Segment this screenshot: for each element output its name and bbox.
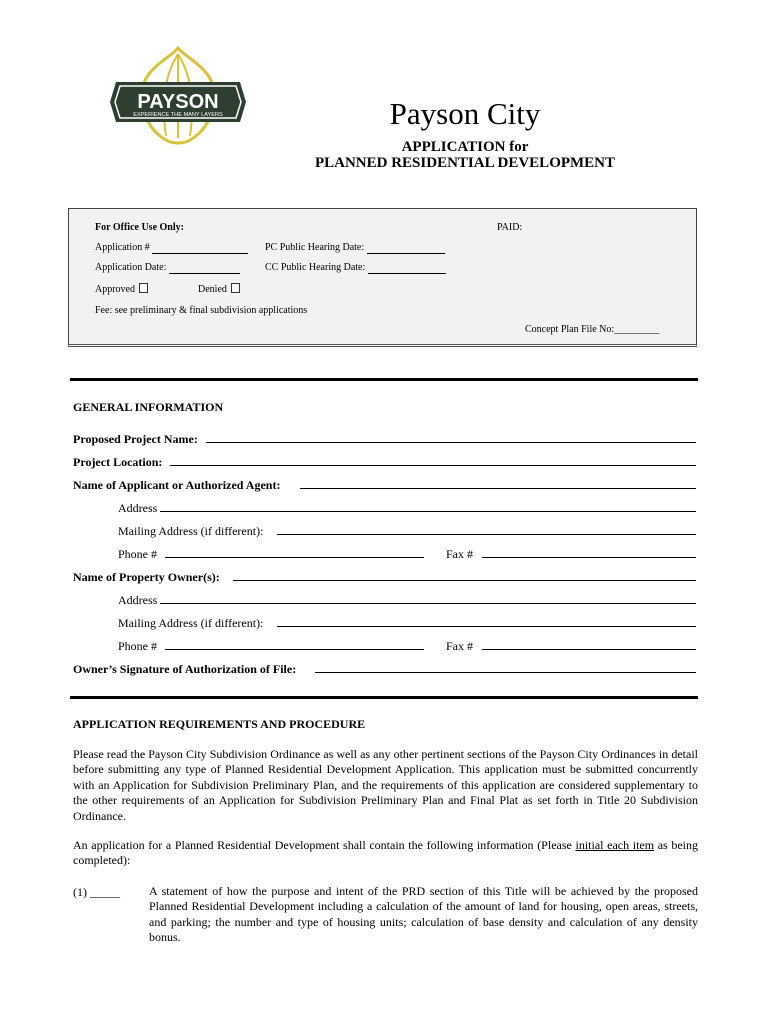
office-heading: For Office Use Only: <box>95 222 184 233</box>
applicant-phone-input[interactable] <box>165 557 424 558</box>
applicant-input[interactable] <box>300 488 696 489</box>
paid-label: PAID: <box>497 222 523 233</box>
checkbox-icon <box>139 283 148 293</box>
owner-mailing-label: Mailing Address (if different): <box>118 616 264 630</box>
owner-fax-label: Fax # <box>446 639 473 653</box>
item-1-text: A statement of how the purpose and intent of the PRD section of this Title will be achieved by the proposed Planned Residential Development including a calculation of the amount of land for housing, open areas, streets, and parking; the number and type of housing units; calculation of base density and calculation of any density bonus. <box>149 884 698 945</box>
page-title: Payson City <box>389 96 541 131</box>
initial-instruction: An application for a Planned Residential Development shall contain the following information (Please initial each item as being completed): <box>73 838 698 868</box>
owner-phone-label: Phone # <box>118 639 157 653</box>
subtitle-line1: APPLICATION for <box>401 139 529 155</box>
applicant-phone-label: Phone # <box>118 547 157 561</box>
applicant-label: Name of Applicant or Authorized Agent: <box>73 478 281 492</box>
applicant-fax-input[interactable] <box>482 557 696 558</box>
owner-address-label: Address <box>118 593 158 607</box>
owner-input[interactable] <box>233 580 696 581</box>
project-location-input[interactable] <box>170 465 696 466</box>
pc-hearing-date-field[interactable]: PC Public Hearing Date: <box>265 241 445 254</box>
approved-checkbox[interactable]: Approved <box>95 283 148 296</box>
application-date-field[interactable]: Application Date: <box>95 261 240 274</box>
subtitle-line2: PLANNED RESIDENTIAL DEVELOPMENT <box>314 155 616 171</box>
denied-checkbox[interactable]: Denied <box>198 283 240 296</box>
project-name-label: Proposed Project Name: <box>73 432 198 446</box>
requirements-paragraph: Please read the Payson City Subdivision Ordinance as well as any other pertinent sections of the Payson City Ordinances in detail before submitting any type of Planned Residential Development Application. This application must be submitted concurrently with an Application for Subdivision Preliminary Plan, and the requirements of this application are considered supplementary to the other requirements of an Application for Subdivision Preliminary Plan and Final Plat as set forth in Title 20 Subdivision Ordinance. <box>73 747 698 823</box>
fee-note: Fee: see preliminary & final subdivision applications <box>95 305 308 316</box>
owner-signature-input[interactable] <box>315 672 696 673</box>
owner-mailing-input[interactable] <box>277 626 696 627</box>
section-divider <box>70 378 698 381</box>
section-divider <box>70 696 698 699</box>
owner-phone-input[interactable] <box>165 649 424 650</box>
owner-fax-input[interactable] <box>482 649 696 650</box>
applicant-address-input[interactable] <box>160 511 696 512</box>
owner-label: Name of Property Owner(s): <box>73 570 220 584</box>
item-1-initial[interactable]: (1) _____ <box>73 885 120 899</box>
applicant-address-label: Address <box>118 501 158 515</box>
applicant-mailing-input[interactable] <box>277 534 696 535</box>
logo-tagline: EXPERIENCE THE MANY LAYERS <box>133 112 223 118</box>
owner-signature-label: Owner’s Signature of Authorization of File: <box>73 662 297 676</box>
project-name-input[interactable] <box>206 442 696 443</box>
owner-address-input[interactable] <box>160 603 696 604</box>
general-info-heading: GENERAL INFORMATION <box>73 400 224 414</box>
project-location-label: Project Location: <box>73 455 163 469</box>
requirements-heading: APPLICATION REQUIREMENTS AND PROCEDURE <box>73 717 366 731</box>
applicant-fax-label: Fax # <box>446 547 473 561</box>
cc-hearing-date-field[interactable]: CC Public Hearing Date: <box>265 261 446 274</box>
logo-brand: PAYSON <box>137 91 219 113</box>
checkbox-icon <box>231 283 240 293</box>
concept-plan-file[interactable]: Concept Plan File No:_________ <box>525 324 660 335</box>
applicant-mailing-label: Mailing Address (if different): <box>118 524 264 538</box>
payson-logo <box>108 44 248 148</box>
application-number-field[interactable]: Application # <box>95 241 248 254</box>
